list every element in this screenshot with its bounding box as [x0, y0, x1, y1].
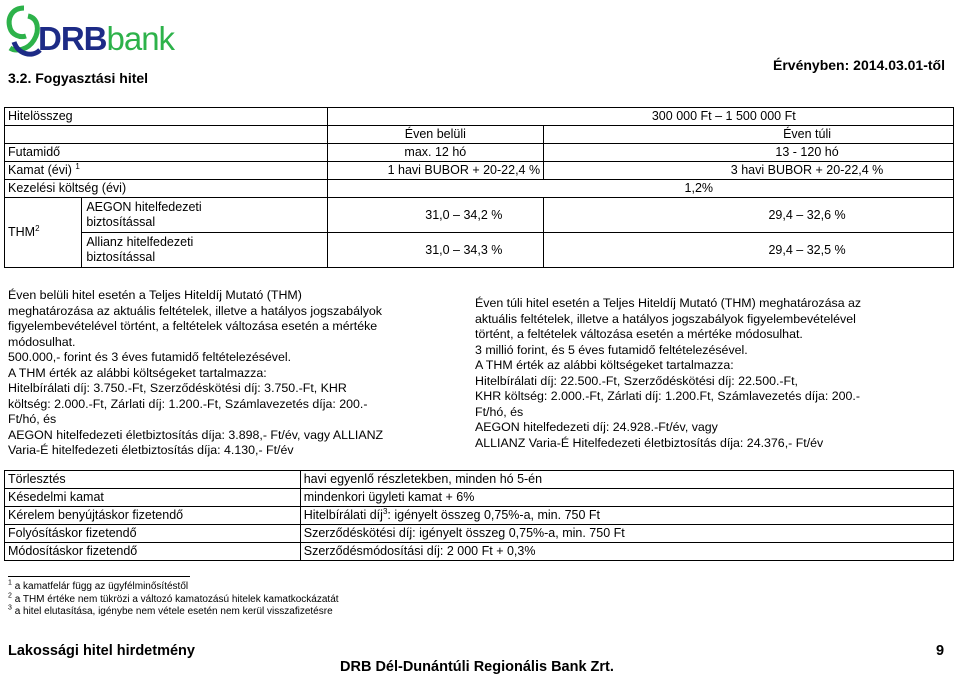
table-row [5, 471, 954, 489]
rate-footnote-ref: 1 [75, 161, 80, 171]
text-line: módosulhat. [8, 334, 76, 349]
text-line: 500.000,- forint és 3 éves futamidő feltételezésével. [8, 350, 292, 364]
text-line: Éven belüli hitel esetén a Teljes Hiteldíj Mutató (THM) [8, 288, 302, 302]
repayment-value: havi egyenlő részletekben, minden hó 5-én [300, 471, 953, 489]
late-interest-label: Késedelmi kamat [5, 489, 301, 507]
rate-within: 1 havi BUBOR + 20-22,4 % [327, 162, 544, 180]
thm-aegon-within: 31,0 – 34,2 % [327, 198, 544, 233]
logo-text-drb: DRB [38, 20, 107, 57]
application-fee-name: Hitelbírálati díj [303, 508, 383, 522]
drb-bank-logo [4, 2, 175, 64]
footnote-item [8, 594, 339, 607]
thm-allianz-beyond: 29,4 – 32,5 % [544, 233, 954, 268]
thm-aegon-label [82, 198, 327, 233]
text-line: A THM érték az alábbi költségeket tartalmazza: [8, 365, 267, 380]
thm-aegon-beyond: 29,4 – 32,6 % [544, 198, 954, 233]
text-line: A THM érték az alábbi költségeket tartalmazza: [475, 358, 734, 372]
text-line: AEGON hitelfedezeti díj: 24.928.-Ft/év, vagy [475, 420, 718, 434]
thm-label-cell [5, 198, 82, 268]
footnote-number: 3 [8, 604, 12, 612]
amount-value: 300 000 Ft – 1 500 000 Ft [327, 108, 953, 126]
text-line: Ft/hó, és [8, 412, 57, 426]
footnote-number: 1 [8, 579, 12, 587]
thm-footnote-ref: 2 [35, 223, 40, 233]
thm-allianz-within: 31,0 – 34,3 % [327, 233, 544, 268]
application-fee-footnote-ref: 3 [382, 506, 388, 516]
footnote-divider [8, 576, 190, 577]
aegon-label-line1: AEGON hitelfedezeti [86, 200, 202, 214]
application-fee-cell [300, 507, 953, 525]
text-line: aktuális feltételek, illetve a hatályos jogszabályok figyelembevételével [475, 311, 856, 326]
table-row [5, 543, 954, 561]
term-label: Futamidő [5, 144, 328, 162]
table-row [5, 108, 954, 126]
table-row [5, 198, 954, 233]
table-row [5, 233, 954, 268]
table-row [5, 162, 954, 180]
text-line: figyelembevételével történt, a feltételek változása esetén a mértéke [8, 319, 378, 333]
footnote-text: a THM értéke nem tükrözi a változó kamatozású hitelek kamatkockázatát [14, 593, 339, 605]
disbursement-fee-label: Folyósításkor fizetendő [5, 525, 301, 543]
application-fee-value: : igényelt összeg 0,75%-a, min. 750 Ft [387, 508, 601, 522]
empty-cell [5, 126, 328, 144]
logo-text-bank: bank [106, 20, 175, 57]
page-number: 9 [936, 643, 945, 659]
col-within-year: Éven belüli [327, 126, 544, 144]
thm-allianz-label [82, 233, 327, 268]
text-line: ALLIANZ Varia-É Hitelfedezeti életbiztosítás díja: 24.376,- Ft/év [475, 435, 824, 450]
application-fee-label: Kérelem benyújtáskor fizetendő [5, 507, 301, 525]
text-line: Hitelbírálati díj: 22.500.-Ft, Szerződéskötési díj: 22.500.-Ft, [475, 373, 798, 388]
thm-explanation-within [8, 288, 463, 459]
rate-label-cell [5, 162, 328, 180]
modification-fee-label: Módosításkor fizetendő [5, 543, 301, 561]
footnote-text: a kamatfelár függ az ügyfélminősítéstől [14, 581, 189, 592]
footnotes [8, 581, 339, 619]
modification-fee-value: Szerződésmódosítási díj: 2 000 Ft + 0,3% [300, 543, 953, 561]
fee-value: 1,2% [327, 180, 953, 198]
text-line: meghatározása az aktuális feltételek, illetve a hatályos jogszabályok [8, 303, 382, 318]
text-line: Éven túli hitel esetén a Teljes Hiteldíj Mutató (THM) meghatározása az [475, 296, 862, 310]
table-row [5, 180, 954, 198]
late-interest-value: mindenkori ügyleti kamat + 6% [300, 489, 953, 507]
text-line: költség: 2.000.-Ft, Zárlati díj: 1.200.-Ft, Számlavezetés díja: 200.- [8, 396, 368, 411]
footnote-item [8, 581, 339, 594]
footnote-item [8, 606, 339, 619]
aegon-label-line2: biztosítással [86, 215, 156, 229]
text-line: 3 millió forint, és 5 éves futamidő feltételezésével. [475, 342, 748, 357]
repayment-label: Törlesztés [5, 471, 301, 489]
amount-label: Hitelösszeg [5, 108, 328, 126]
allianz-label-line1: Allianz hitelfedezeti [86, 235, 194, 249]
footnote-number: 2 [8, 592, 12, 600]
text-line: KHR költség: 2.000.-Ft, Zárlati díj: 1.200.Ft, Számlavezetés díja: 200.- [475, 389, 860, 403]
col-beyond-year: Éven túli [544, 126, 954, 144]
text-line: történt, a feltételek változása esetén a mértéke módosulhat. [475, 327, 803, 341]
footer-title: Lakossági hitel hirdetmény [8, 643, 195, 659]
loan-conditions-table [4, 107, 954, 268]
thm-label: THM [8, 225, 36, 239]
section-title: 3.2. Fogyasztási hitel [8, 70, 149, 86]
text-line: Ft/hó, és [475, 404, 524, 419]
footnote-text: a hitel elutasítása, igénybe nem vétele esetén nem kerül visszafizetésre [14, 606, 333, 617]
allianz-label-line2: biztosítással [86, 250, 156, 264]
table-row [5, 507, 954, 525]
term-beyond: 13 - 120 hó [544, 144, 954, 162]
text-line: Varia-É hitelfedezeti életbiztosítás díja: 4.130,- Ft/év [8, 443, 294, 457]
fee-label: Kezelési költség (évi) [5, 180, 328, 198]
logo-wordmark [38, 20, 174, 58]
table-row [5, 525, 954, 543]
table-row [5, 144, 954, 162]
thm-explanation-beyond [475, 296, 955, 451]
table-row [5, 489, 954, 507]
fees-table [4, 470, 954, 561]
footer-bank-name: DRB Dél-Dunántúli Regionális Bank Zrt. [340, 659, 614, 675]
disbursement-fee-value: Szerződéskötési díj: igényelt összeg 0,75%-a, min. 750 Ft [300, 525, 953, 543]
valid-from: Érvényben: 2014.03.01-től [773, 57, 945, 73]
text-line: AEGON hitelfedezeti életbiztosítás díja: 3.898,- Ft/év, vagy ALLIANZ [8, 427, 384, 442]
rate-label: Kamat (évi) [8, 163, 72, 177]
table-row [5, 126, 954, 144]
rate-beyond: 3 havi BUBOR + 20-22,4 % [544, 162, 954, 180]
text-line: Hitelbírálati díj: 3.750.-Ft, Szerződéskötési díj: 3.750.-Ft, KHR [8, 381, 347, 395]
term-within: max. 12 hó [327, 144, 544, 162]
